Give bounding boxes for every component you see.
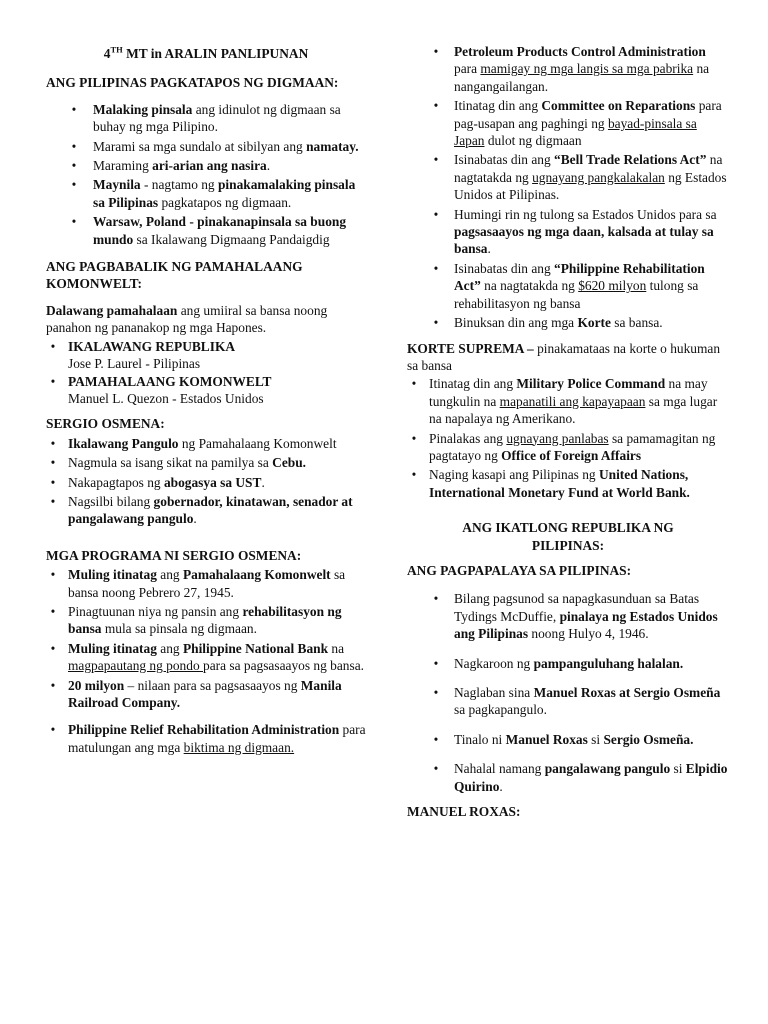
- page-title: 4TH MT in ARALIN PANLIPUNAN: [103, 44, 309, 61]
- list-item: • Binuksan din ang mga Korte sa bansa.: [433, 315, 663, 331]
- right-column: [407, 43, 729, 829]
- section-heading-ikatlong-republika: ANG IKATLONG REPUBLIKA NG PILIPINAS:: [462, 520, 674, 553]
- list-item: • Pinagtuunan niya ng pansin ang rehabilitasyon ng bansa mula sa pinsala ng digmaan.: [50, 603, 342, 637]
- paragraph-dalawang-pamahalaan: Dalawang pamahalaan ang umiiral sa bansa noong panahon ng pananakop ng mga Hapones.: [46, 302, 328, 336]
- list-item: • Isinabatas din ang “Philippine Rehabilitation Act” na nagtatakda ng $620 milyon tulong sa rehabilitasyon ng bansa: [433, 260, 705, 311]
- list-item: • Marami sa mga sundalo at sibilyan ang namatay.: [71, 138, 359, 154]
- list-mga-programa: [46, 566, 366, 756]
- list-item: • Pinalakas ang ugnayang panlabas sa pamamagitan ng pagtatayo ng Office of Foreign Affairs: [411, 430, 716, 463]
- list-programa-continued: [407, 43, 729, 332]
- list-item: • Malaking pinsala ang idinulot ng digmaan sa buhay ng mga Pilipino.: [71, 101, 341, 135]
- section-heading-pilipinas-pagkatapos: ANG PILIPINAS PAGKATAPOS NG DIGMAAN:: [46, 75, 339, 91]
- list-pagkatapos: [46, 101, 366, 248]
- list-pamahalaan: [46, 338, 366, 408]
- list-item: • Naging kasapi ang Pilipinas ng United Nations, International Monetary Fund at World Bank.: [411, 467, 690, 500]
- list-pagpapalaya: [407, 590, 729, 795]
- list-korte-suprema: [407, 375, 729, 501]
- list-item: • Warsaw, Poland - pinakanapinsala sa buong mundo sa Ikalawang Digmaang Pandaigdig: [71, 214, 347, 247]
- list-item: • Maynila - nagtamo ng pinakamalaking pinsala sa Pilipinas pagkatapos ng digmaan.: [71, 177, 356, 210]
- list-item: • Nagkaroon ng pampanguluhang halalan.: [433, 655, 684, 671]
- section-heading-sergio-osmena: SERGIO OSMENA:: [46, 416, 165, 432]
- paragraph-korte-suprema: KORTE SUPREMA – pinakamataas na korte o hukuman sa bansa: [407, 340, 721, 373]
- section-heading-manuel-roxas: MANUEL ROXAS:: [407, 804, 521, 820]
- list-item: • Bilang pagsunod sa napagkasunduan sa Batas Tydings McDuffie, pinalaya ng Estados Unidos ang Pilipinas noong Hulyo 4, 1946.: [433, 591, 718, 642]
- list-item: • Isinabatas din ang “Bell Trade Relations Act” na nagtatakda ng ugnayang pangkalakalan ng Estados Unidos at Pilipinas.: [433, 152, 727, 203]
- list-item: • Tinalo ni Manuel Roxas si Sergio Osmeña.: [433, 731, 694, 747]
- section-heading-mga-programa: MGA PROGRAMA NI SERGIO OSMENA:: [46, 547, 302, 563]
- list-item: • Nagsilbi bilang gobernador, kinatawan, senador at pangalawang pangulo.: [50, 493, 353, 527]
- list-item: • PAMAHALAANG KOMONWELT Manuel L. Quezon - Estados Unidos: [50, 373, 272, 406]
- list-item: • Philippine Relief Rehabilitation Administration para matulungan ang mga biktima ng digmaan.: [50, 722, 366, 755]
- list-item: • Nakapagtapos ng abogasya sa UST.: [50, 474, 265, 490]
- list-item: • Muling itinatag ang Pamahalaang Komonwelt sa bansa noong Pebrero 27, 1945.: [50, 567, 346, 600]
- list-sergio-osmena: [46, 435, 366, 528]
- list-item: • Maraming ari-arian ang nasira.: [71, 158, 271, 174]
- list-item: • Humingi rin ng tulong sa Estados Unidos para sa pagsasaayos ng mga daan, kalsada at tulay sa bansa.: [433, 206, 717, 257]
- section-heading-pagpapalaya: ANG PAGPAPALAYA SA PILIPINAS:: [407, 562, 632, 578]
- left-column: [46, 40, 366, 758]
- list-item: • Petroleum Products Control Administration para mamigay ng mga langis sa mga pabrika na nangangailangan.: [433, 44, 710, 94]
- list-item: • Itinatag din ang Military Police Command na may tungkulin na mapanatili ang kapayapaan sa mga lugar na napalaya ng Amerikano.: [411, 376, 718, 427]
- section-heading-pagbabalik: ANG PAGBABALIK NG PAMAHALAANG KOMONWELT:: [46, 259, 303, 292]
- list-item: • Muling itinatag ang Philippine National Bank na magpapautang ng pondo para sa pagsasaayos ng bansa.: [50, 640, 365, 674]
- list-item: • Nahalal namang pangalawang pangulo si Elpidio Quirino.: [433, 761, 728, 794]
- list-item: • IKALAWANG REPUBLIKA Jose P. Laurel - Pilipinas: [50, 338, 236, 372]
- list-item: • Ikalawang Pangulo ng Pamahalaang Komonwelt: [50, 435, 337, 451]
- list-item: • Itinatag din ang Committee on Reparations para pag-usapan ang paghingi ng bayad-pinsala sa Japan dulot ng digmaan: [433, 98, 722, 149]
- list-item: • Naglaban sina Manuel Roxas at Sergio Osmeña sa pagkapangulo.: [433, 685, 721, 718]
- list-item: • 20 milyon – nilaan para sa pagsasaayos ng Manila Railroad Company.: [50, 677, 342, 710]
- list-item: • Nagmula sa isang sikat na pamilya sa Cebu.: [50, 455, 307, 471]
